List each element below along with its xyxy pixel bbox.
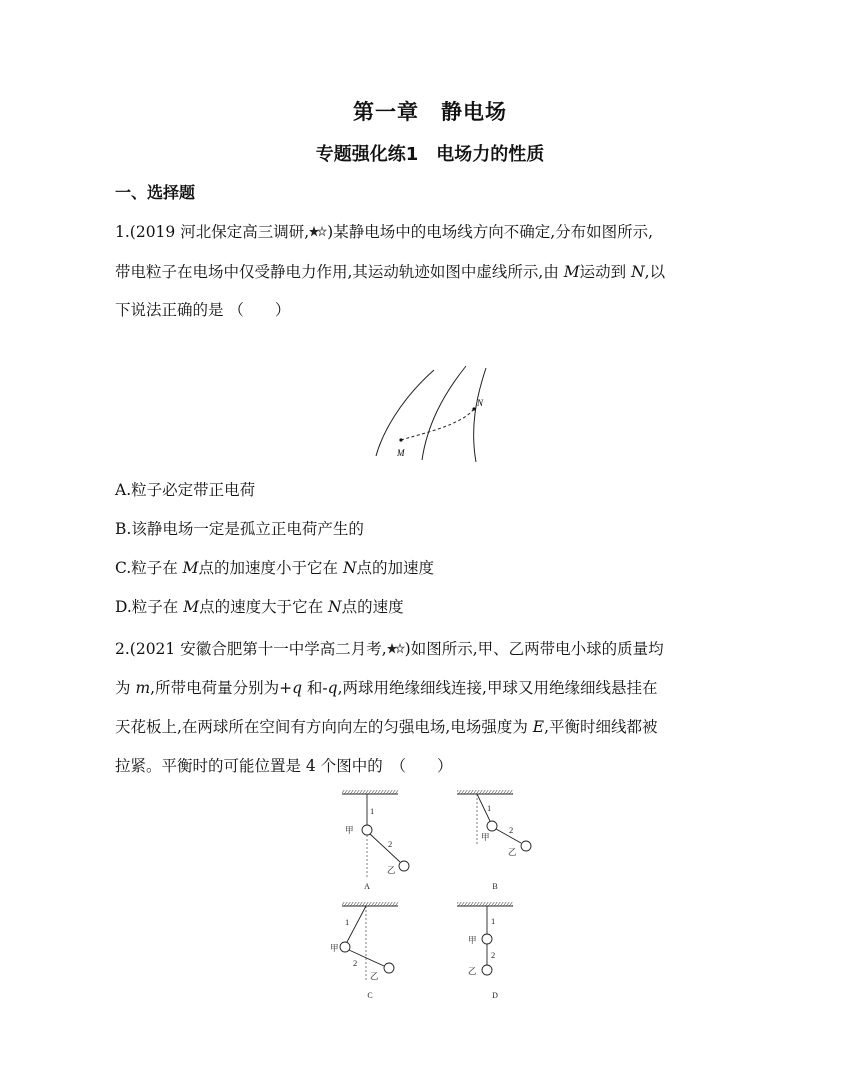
svg-text:2: 2 (353, 958, 358, 968)
q2-stem-f: 天花板上,在两球所在空间有方向向左的匀强电场,电场强度为 (115, 718, 533, 736)
var-q: q (327, 679, 338, 697)
opt-c-b: 点的加速度小于它在 (198, 559, 343, 577)
q1-option-a: A.粒子必定带正电荷 (115, 481, 256, 499)
q2-stem-e: ,两球用绝缘细线连接,甲球又用绝缘细线悬挂在 (337, 679, 658, 697)
var-n: N (328, 598, 342, 616)
var-q: q (292, 679, 302, 697)
opt-d-c: 点的速度 (341, 598, 404, 616)
q2-pendulum-diagrams (330, 785, 550, 1010)
svg-text:2: 2 (509, 825, 514, 835)
var-e: E (532, 718, 545, 736)
q1-option-d (115, 596, 404, 618)
q1-stem-c: 运动到 (579, 263, 632, 281)
q1-option-c (115, 557, 434, 579)
var-m: M (563, 263, 580, 281)
svg-text:1: 1 (487, 803, 492, 813)
figure-a (342, 790, 409, 891)
var-n: N (342, 559, 357, 577)
svg-text:B: B (492, 882, 498, 891)
svg-text:1: 1 (491, 916, 496, 926)
figure-b (457, 790, 531, 891)
figure-d (457, 902, 513, 1000)
svg-text:A: A (364, 882, 370, 891)
q2-line-1 (115, 638, 664, 660)
svg-text:乙: 乙 (468, 966, 477, 976)
svg-text:2: 2 (388, 839, 393, 849)
svg-text:甲: 甲 (345, 825, 354, 835)
trajectory-dashed (401, 409, 474, 440)
q1-stem-b: 带电粒子在电场中仅受静电力作用,其运动轨迹如图中虚线所示,由 (115, 263, 564, 281)
q2-stem-a: )如图所示,甲、乙两带电小球的质量均 (404, 640, 664, 658)
svg-text:乙: 乙 (370, 971, 379, 981)
var-mass: m (135, 679, 151, 697)
chapter-title: 第一章 静电场 (353, 100, 507, 124)
q1-stem-a: )某静电场中的电场线方向不确定,分布如图所示, (327, 223, 654, 241)
var-n: N (631, 263, 645, 281)
q1-line-1 (115, 221, 653, 243)
q2-stem-c: ,所带电荷量分别为+ (150, 679, 293, 697)
figure-c (330, 902, 398, 1000)
q2-source: 2.(2021 安徽合肥第十一中学高二月考, (115, 640, 387, 658)
difficulty-star-icon (387, 643, 405, 655)
difficulty-star-icon (309, 226, 327, 238)
svg-text:甲: 甲 (468, 935, 477, 945)
opt-c-c: 点的加速度 (356, 559, 435, 577)
svg-text:1: 1 (370, 806, 375, 816)
q2-stem-g: ,平衡时细线都被 (544, 718, 658, 736)
q2-stem-b: 为 (115, 679, 136, 697)
exercise-subtitle: 专题强化练1 电场力的性质 (315, 144, 545, 165)
svg-text:乙: 乙 (387, 865, 396, 875)
q1-line-3: 下说法正确的是 （ ） (115, 301, 291, 319)
var-m: M (183, 598, 200, 616)
svg-text:D: D (492, 991, 498, 1000)
label-m: M (397, 448, 405, 458)
opt-d-b: 点的速度大于它在 (199, 598, 329, 616)
q1-stem-d: ,以 (644, 263, 666, 281)
field-line-middle (422, 366, 466, 460)
opt-c-a: C.粒子在 (115, 559, 183, 577)
q1-source: 1.(2019 河北保定高三调研, (115, 223, 310, 241)
section-heading: 一、选择题 (115, 183, 196, 202)
point-n (472, 407, 475, 410)
svg-text:C: C (367, 991, 373, 1000)
label-n: N (477, 398, 484, 408)
field-line-right (474, 368, 486, 462)
svg-text:2: 2 (491, 950, 496, 960)
q2-line-3 (115, 716, 658, 738)
q2-line-4: 拉紧。平衡时的可能位置是 4 个图中的 （ ） (115, 757, 453, 775)
svg-text:甲: 甲 (330, 943, 339, 953)
q1-field-diagram (370, 364, 500, 464)
q1-option-b: B.该静电场一定是孤立正电荷产生的 (115, 520, 364, 538)
var-m: M (182, 559, 199, 577)
q1-line-2 (115, 261, 665, 283)
svg-text:甲: 甲 (481, 832, 490, 842)
svg-text:乙: 乙 (508, 847, 517, 857)
q2-stem-d: 和- (302, 679, 328, 697)
q2-line-2 (115, 677, 657, 699)
opt-d-a: D.粒子在 (115, 598, 184, 616)
point-m (399, 438, 402, 441)
svg-text:1: 1 (345, 917, 350, 927)
